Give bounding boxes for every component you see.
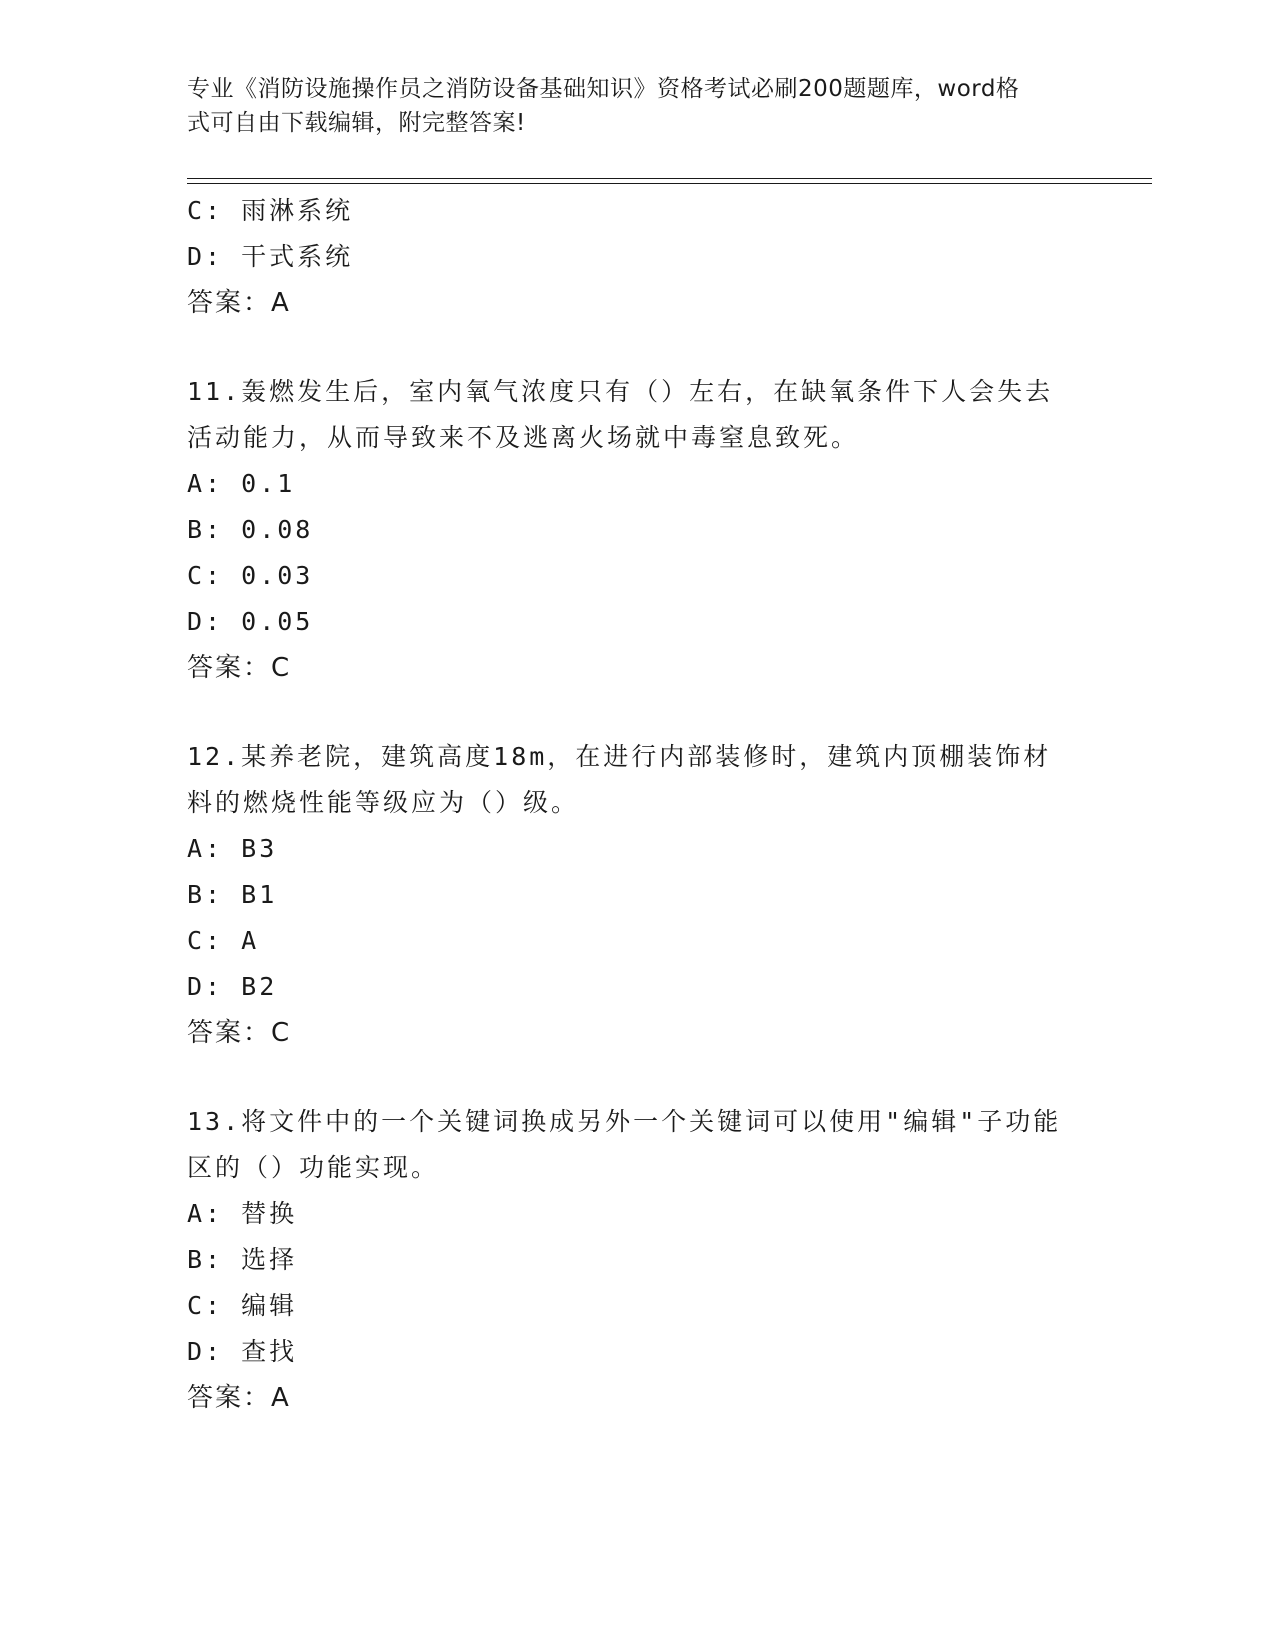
question-12 xyxy=(187,734,1087,1056)
question-13 xyxy=(187,1099,1087,1421)
question-text-line-2: 活动能力，从而导致来不及逃离火场就中毒窒息致死。 xyxy=(187,423,860,452)
option-d: D: 干式系统 xyxy=(187,242,354,271)
answer-line: 答案：C xyxy=(187,1018,292,1048)
spacer xyxy=(187,1056,1087,1099)
spacer xyxy=(187,326,1087,369)
answer-line: 答案：A xyxy=(187,1383,291,1413)
question-text-line-1: 12.某养老院，建筑高度18m，在进行内部装修时，建筑内顶棚装饰材 xyxy=(187,742,1052,771)
header-divider-top xyxy=(187,178,1152,179)
prev-question-block xyxy=(187,188,1087,326)
option-c: C: 雨淋系统 xyxy=(187,196,354,225)
option-c: C: 0.03 xyxy=(187,561,314,590)
option-d: D: 0.05 xyxy=(187,607,314,636)
option-c: C: A xyxy=(187,926,260,955)
spacer xyxy=(187,691,1087,734)
option-a: A: B3 xyxy=(187,834,278,863)
question-text-line-1: 11.轰燃发生后，室内氧气浓度只有（）左右，在缺氧条件下人会失去 xyxy=(187,377,1054,406)
document-header xyxy=(187,72,1067,140)
option-c: C: 编辑 xyxy=(187,1291,298,1320)
option-d: D: B2 xyxy=(187,972,278,1001)
option-a: A: 替换 xyxy=(187,1199,298,1228)
question-text-line-2: 料的燃烧性能等级应为（）级。 xyxy=(187,788,580,817)
question-content xyxy=(187,188,1087,1421)
option-b: B: 0.08 xyxy=(187,515,314,544)
header-line-1: 专业《消防设施操作员之消防设备基础知识》资格考试必刷200题题库，word格 xyxy=(187,76,1020,102)
header-divider-bottom xyxy=(187,183,1152,184)
question-11 xyxy=(187,369,1087,691)
answer-line: 答案：A xyxy=(187,288,291,318)
option-b: B: B1 xyxy=(187,880,278,909)
question-text-line-1: 13.将文件中的一个关键词换成另外一个关键词可以使用"编辑"子功能 xyxy=(187,1107,1062,1136)
option-a: A: 0.1 xyxy=(187,469,296,498)
answer-line: 答案：C xyxy=(187,653,292,683)
question-text-line-2: 区的（）功能实现。 xyxy=(187,1153,440,1182)
header-line-2: 式可自由下载编辑，附完整答案! xyxy=(187,110,526,136)
option-b: B: 选择 xyxy=(187,1245,298,1274)
option-d: D: 查找 xyxy=(187,1337,298,1366)
